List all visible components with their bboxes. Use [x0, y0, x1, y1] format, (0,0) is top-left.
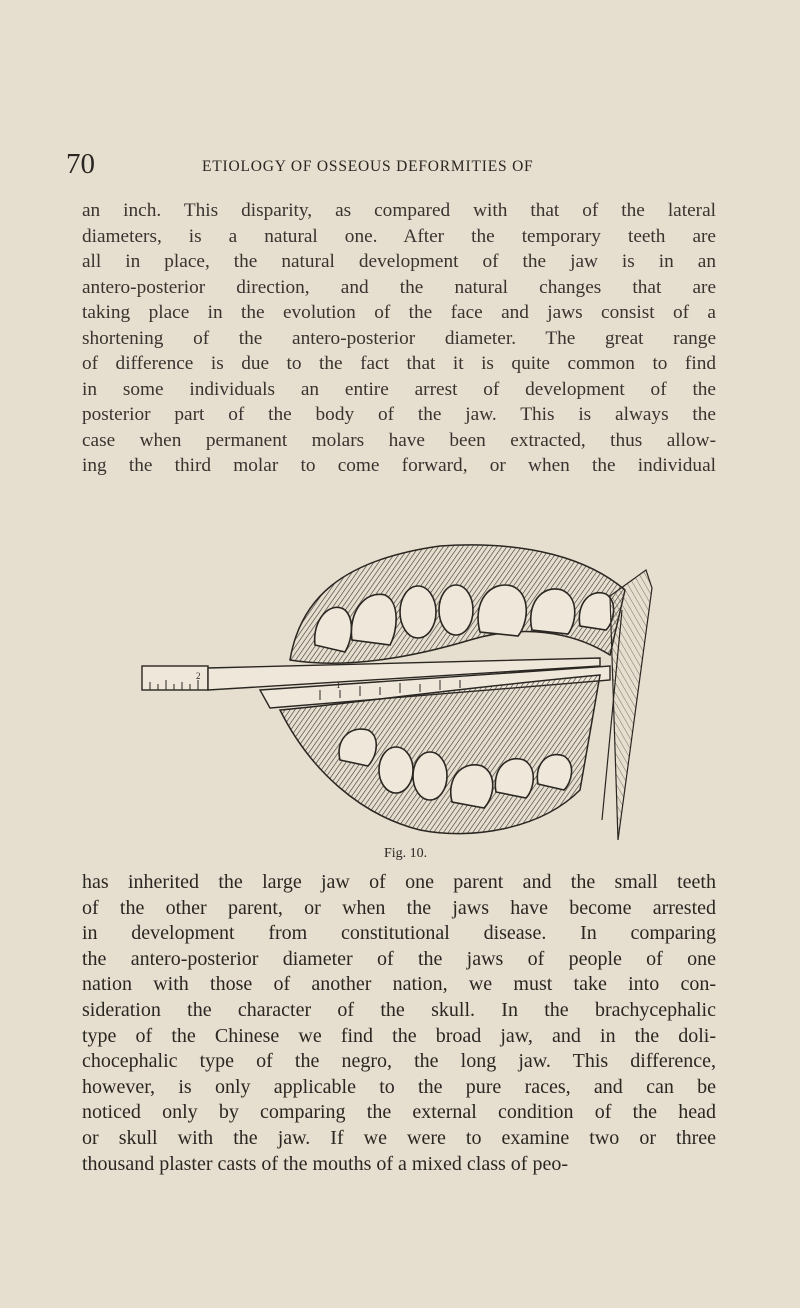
text-line: noticed only by comparing the external condition of the head [82, 1101, 716, 1124]
text-line: chocephalic type of the negro, the long jaw. This difference, [82, 1050, 716, 1073]
scale-mark-lower: 1 [336, 680, 341, 690]
figure-caption: Fig. 10. [384, 846, 428, 861]
paragraph-2 [82, 870, 716, 1177]
text-line: sideration the character of the skull. In the brachycephalic [82, 998, 716, 1021]
text-line: type of the Chinese we find the broad jaw, and in the doli- [82, 1024, 716, 1047]
figure-jaw-measurement-illustration [140, 540, 660, 840]
text-line: antero-posterior direction, and the natural changes that are [82, 276, 716, 298]
text-line: nation with those of another nation, we must take into con- [82, 973, 716, 996]
page-header [66, 148, 666, 178]
text-line: case when permanent molars have been extracted, thus allow- [82, 429, 716, 451]
text-line: taking place in the evolution of the face and jaws consist of a [82, 302, 716, 323]
text-line: an inch. This disparity, as compared with that of the lateral [82, 200, 716, 221]
upper-jaw [290, 545, 625, 663]
text-line: ing the third molar to come forward, or when the individual [82, 455, 716, 476]
text-line: posterior part of the body of the jaw. This is always the [82, 404, 716, 425]
text-line: of difference is due to the fact that it is quite common to find [82, 353, 716, 374]
text-line: or skull with the jaw. If we were to examine two or three [82, 1126, 716, 1149]
text-line: diameters, is a natural one. After the temporary teeth are [82, 225, 716, 247]
text-line: however, is only applicable to the pure races, and can be [82, 1075, 716, 1098]
text-line: shortening of the antero-posterior diameter. The great range [82, 327, 716, 349]
scale-mark-upper: 2 [196, 671, 201, 681]
running-head: ETIOLOGY OF OSSEOUS DEFORMITIES OF [202, 158, 534, 175]
page-number: 70 [66, 148, 95, 180]
text-line: thousand plaster casts of the mouths of a mixed class of peo- [82, 1152, 568, 1175]
text-line: of the other parent, or when the jaws have become arrested [82, 896, 716, 919]
text-line: has inherited the large jaw of one parent and the small teeth [82, 871, 716, 893]
measuring-scale-upper [142, 666, 208, 690]
text-line: all in place, the natural development of the jaw is in an [82, 251, 716, 272]
text-line: in some individuals an entire arrest of development of the [82, 378, 716, 400]
paragraph-1 [82, 198, 716, 479]
jaw-measurement-drawing [140, 540, 660, 840]
text-line: in development from constitutional disease. In comparing [82, 922, 716, 945]
text-line: the antero-posterior diameter of the jaws of people of one [82, 947, 716, 970]
